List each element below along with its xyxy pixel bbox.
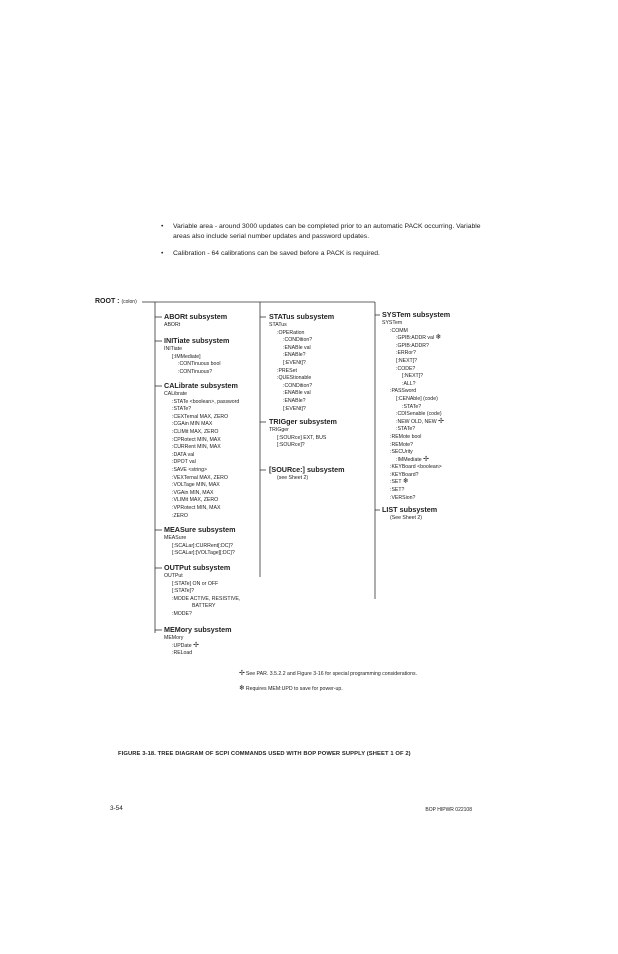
command-line: :GPIB:ADDR? [396, 342, 429, 349]
command-line: :GPIB:ADDR val [396, 335, 435, 342]
command-line: :KEYBoard? [390, 471, 419, 478]
command-line: :REMote? [390, 441, 414, 448]
footnote-power-up [239, 686, 343, 692]
command-line: INITiate [164, 346, 182, 352]
status-subsystem [269, 312, 334, 413]
command-line: :ENABle val [283, 344, 311, 351]
command-line: :CLIMit MAX, ZERO [172, 428, 219, 435]
command-line: :VGAin MIN, MAX [172, 489, 214, 496]
command-line: :SAVE <string> [172, 466, 208, 473]
subsystem-title: ABORt subsystem [164, 312, 228, 321]
subsystem-title: [SOURce:] subsystem [269, 465, 345, 474]
system-subsystem [382, 310, 450, 502]
command-line: [:SCALar]:[VOLTage][:DC]? [172, 550, 235, 557]
command-line: [:IMMediate] [172, 353, 201, 360]
subsystem-title: CALibrate subsystem [164, 381, 238, 390]
command-line: [:EVENt]? [283, 405, 306, 412]
page-number: 3-54 [110, 805, 123, 812]
command-line: STATus [269, 322, 287, 328]
command-line: :CEXTernal MAX, ZERO [172, 413, 229, 420]
document-reference: BOP HIPWR 022108 [425, 807, 472, 813]
command-line: CALibrate [164, 391, 188, 397]
command-line: :QUEStionable [277, 375, 312, 382]
command-line: (see Sheet 2) [277, 475, 309, 481]
command-line: :CONTinuous bool [178, 361, 221, 368]
command-line: :SECUrity [390, 449, 413, 456]
command-line-with-cross [164, 643, 232, 651]
bullet-icon: • [161, 223, 164, 230]
command-line: :MODE ACTIVE, RESISTIVE, [172, 595, 241, 602]
source-subsystem [269, 465, 345, 483]
command-line: [:EVENt]? [283, 359, 306, 366]
tree-root [95, 298, 137, 305]
command-line: [:STATe]? [172, 588, 195, 595]
command-line: [:SCALar]:CURRent[:DC]? [172, 542, 233, 549]
command-line: :CONTinuous? [178, 368, 213, 375]
command-line: :NEW OLD, NEW [396, 418, 437, 425]
bullet-icon: • [161, 250, 164, 257]
command-line: :CURRent MIN, MAX [172, 444, 221, 451]
command-line: MEMory [164, 635, 184, 641]
memory-subsystem [164, 625, 232, 658]
snowflake-icon: ❄ [435, 334, 442, 342]
command-line: [:CENAble] (code) [396, 395, 438, 402]
bullet-text: Calibration - 64 calibrations can be saved before a PACK is required. [173, 250, 380, 257]
command-line: :CDISenable (code) [396, 411, 442, 418]
command-line: SYSTem [382, 320, 403, 326]
command-line: :OPERation [277, 329, 305, 336]
command-line: :CONDition? [283, 382, 313, 389]
command-line: :COMM [390, 327, 408, 334]
command-line: :STATe? [396, 426, 416, 433]
command-line: :VEXTernal MAX, ZERO [172, 474, 228, 481]
command-line: [:NEXT]? [396, 357, 418, 364]
command-line-with-snow [382, 335, 450, 343]
command-line: :CPRotect MIN, MAX [172, 436, 221, 443]
command-line: [:SOURce]? [277, 442, 305, 449]
subsystem-title: INITiate subsystem [164, 336, 230, 345]
bullet-text: Variable area - around 3000 updates can be completed prior to an automatic PACK occurring. Variable areas also include serial number updates and password updates. [173, 223, 481, 240]
command-line: :VPRotect MIN, MAX [172, 504, 221, 511]
command-line: :STATe <boolean>, password [172, 398, 240, 405]
command-line-with-cross [382, 419, 450, 427]
subsystem-title: LIST subsystem [382, 505, 438, 514]
command-line: [:SOURce] EXT, BUS [277, 434, 327, 441]
initiate-subsystem [164, 336, 229, 376]
command-line: :VLIMit MAX, ZERO [172, 497, 219, 504]
subsystem-title: MEASure subsystem [164, 525, 236, 534]
footnote-special-programming [239, 671, 417, 677]
command-line: :PRESet [277, 367, 297, 374]
command-line: :PASSword [390, 388, 417, 395]
list-subsystem [382, 505, 437, 523]
command-line: :ENABle? [283, 397, 306, 404]
figure-caption: FIGURE 3-18. TREE DIAGRAM OF SCPI COMMANDS USED WITH BOP POWER SUPPLY (SHEET 1 OF 2) [118, 751, 411, 757]
command-line: :STATe? [402, 403, 422, 410]
command-line: :STATe? [172, 406, 192, 413]
command-line: TRIGger [269, 427, 289, 433]
command-line: ABORt [164, 322, 181, 328]
command-line: :DATA val [172, 451, 195, 458]
command-line: :ENABle? [283, 352, 306, 359]
command-line: OUTPut [164, 573, 183, 579]
snowflake-icon: ❄ [402, 478, 409, 486]
snowflake-icon: ❄ [239, 685, 245, 692]
command-line: :CODE? [396, 365, 416, 372]
command-line: :ERRor? [396, 350, 416, 357]
command-line-with-snow [382, 479, 450, 487]
command-line: MEASure [164, 535, 187, 541]
subsystem-title: OUTPut subsystem [164, 563, 231, 572]
command-line-with-cross [382, 457, 450, 465]
cross-icon: ✢ [193, 641, 199, 649]
command-line: :MODE? [172, 610, 192, 617]
command-line: :ZERO [172, 512, 188, 519]
command-line: [:NEXT]? [402, 373, 424, 380]
footnote-text: Requires MEM:UPD to save for power-up. [245, 686, 343, 692]
footnote-text: See PAR. 3.5.2.2 and Figure 3-16 for special programming considerations. [245, 671, 418, 677]
command-line: :SET? [390, 487, 405, 494]
command-line: :IMMediate [396, 456, 422, 463]
command-line: :KEYBoard <boolean> [390, 464, 442, 471]
subsystem-title: SYSTem subsystem [382, 310, 451, 319]
output-subsystem [164, 563, 240, 619]
command-line: :VOLTage MIN, MAX [172, 482, 220, 489]
command-line: :ALL? [402, 380, 416, 387]
command-line: :UPDate [172, 642, 192, 649]
cross-icon: ✢ [438, 417, 444, 425]
command-line: :REMote bool [390, 433, 422, 440]
root-note: (colon) [121, 299, 137, 305]
subsystem-title: STATus subsystem [269, 312, 335, 321]
cross-icon: ✢ [423, 455, 429, 463]
subsystem-title: MEMory subsystem [164, 625, 232, 634]
cross-icon: ✢ [239, 670, 245, 677]
measure-subsystem [164, 525, 236, 558]
command-line: :CONDition? [283, 337, 313, 344]
command-line: [:STATe] ON or OFF [172, 580, 219, 587]
trigger-subsystem [269, 417, 337, 450]
command-line: :CGAin MIN MAX [172, 421, 213, 428]
command-line: :VERSion? [390, 494, 416, 501]
abort-subsystem [164, 312, 227, 330]
command-line: :DPOT val [172, 459, 196, 466]
calibrate-subsystem [164, 381, 239, 520]
subsystem-title: TRIGger subsystem [269, 417, 337, 426]
command-line: BATTERY [192, 603, 216, 610]
root-label: ROOT : [95, 298, 120, 305]
command-line: (See Sheet 2) [390, 515, 423, 521]
command-line: :ENABle val [283, 390, 311, 397]
command-line: :RELoad [172, 650, 193, 657]
command-line: :SET [390, 479, 402, 486]
